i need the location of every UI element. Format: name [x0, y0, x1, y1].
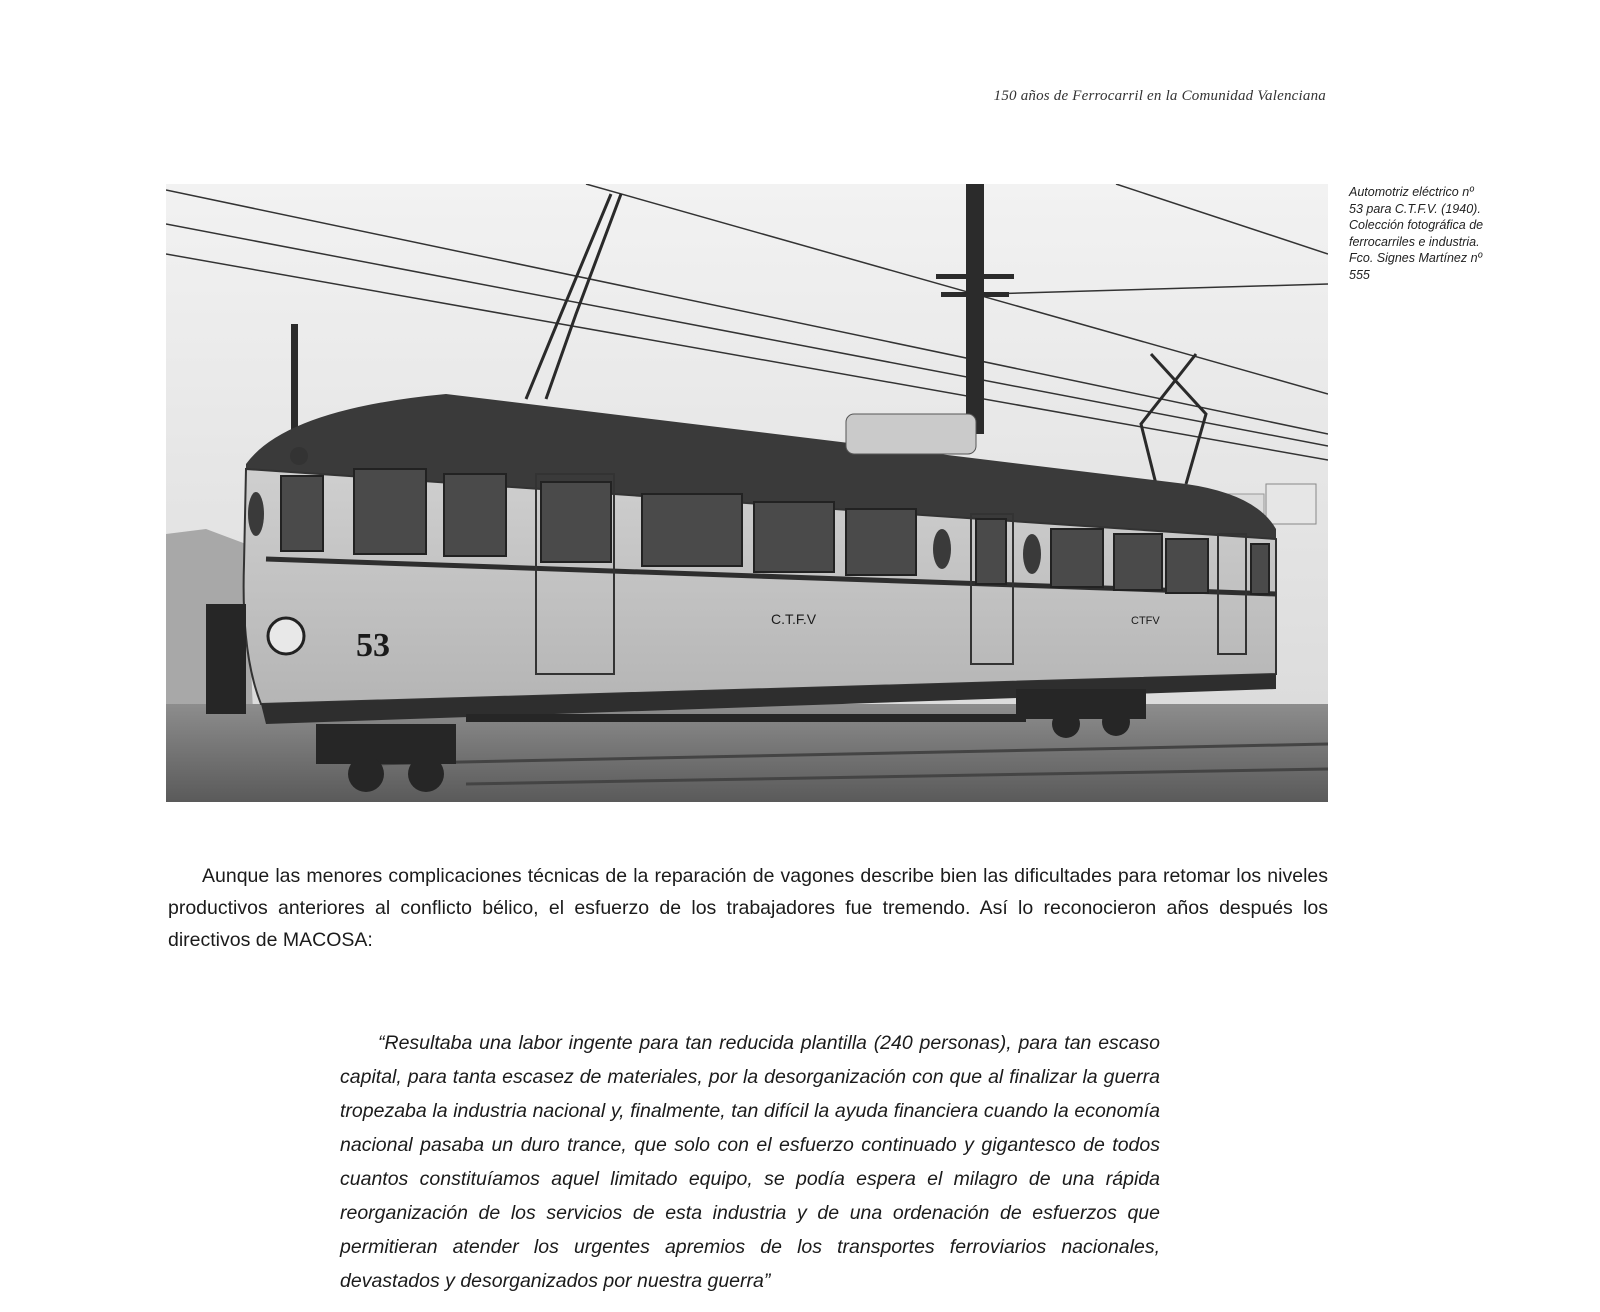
car-number: 53 [356, 627, 390, 664]
photo-caption: Automotriz eléctrico nº 53 para C.T.F.V. (1940). Colección fotográfica de ferrocarriles e industria. Fco. Signes Martínez nº 555 [1349, 185, 1484, 282]
tram-photograph [166, 184, 1328, 802]
running-header: 150 años de Ferrocarril en la Comunidad Valenciana [993, 88, 1326, 104]
ctfv-marking-front: C.T.F.V [771, 611, 817, 627]
ctfv-marking-rear: CTFV [1131, 615, 1160, 627]
body-paragraph: Aunque las menores complicaciones técnicas de la reparación de vagones describe bien las dificultades para retomar los niveles productivos anteriores al conflicto bélico, el esfuerzo de los trabajadores fue tremendo. Así lo reconocieron años después los directivos de MACOSA: [168, 865, 1328, 951]
block-quote: “Resultaba una labor ingente para tan reducida plantilla (240 personas), para tan escaso capital, para tanta escasez de materiales, por la desorganización con que al finalizar la guerra tropezaba la industria nacional y, finalmente, tan difícil la ayuda financiera cuando la economía nacional pasaba un duro trance, que solo con el esfuerzo continuado y gigantesco de todos cuantos constituíamos aquel limitado equipo, se podía espera el milagro de una rápida reorganización de los servicios de esta industria y de una ordenación de esfuerzos que permitieran atender los urgentes apremios de los transportes ferroviarios nacionales, devastados y desorganizados por nuestra guerra” [340, 1032, 1160, 1292]
